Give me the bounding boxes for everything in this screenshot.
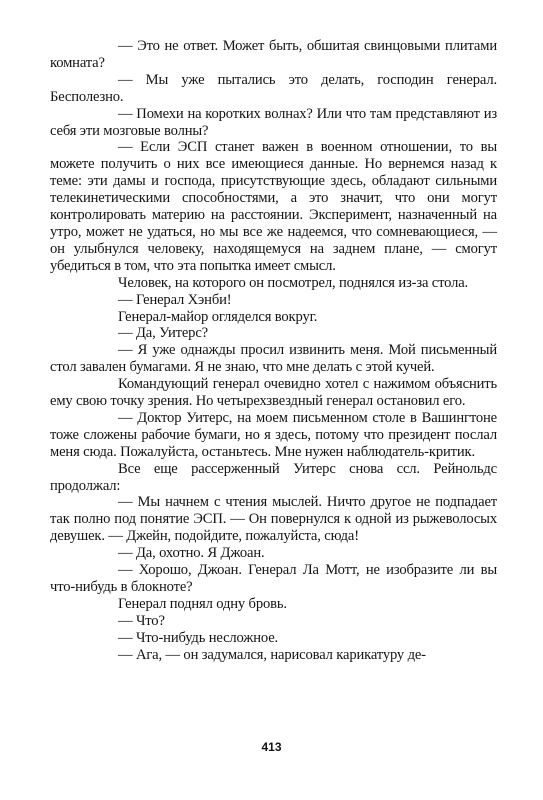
paragraph: — Мы уже пытались это делать, господин генерал. Бесполезно. <box>50 71 497 105</box>
body-text <box>50 38 497 664</box>
paragraph: — Хорошо, Джоан. Генерал Ла Мотт, не изобразите ли вы что-нибудь в блокноте? <box>50 562 497 595</box>
paragraph: — Что-нибудь несложное. <box>118 629 279 646</box>
paragraph: — Ага, — он задумался, нарисовал карикатуру де- <box>118 646 426 663</box>
paragraph: — Да, Уитерс? <box>118 325 208 342</box>
paragraph: — Если ЭСП станет важен в военном отношении, то вы можете получить о них все имеющиеся данные. Но вернемся назад к теме: эти дамы и господа, присутствующие здесь, обладают сильными телекинетическими способностями, а это значит, что они могут контролировать материю на расстоянии. Эксперимент, назначенный на утро, может не удаться, но мы все же надеемся, что сомневающиеся, — он улыбнулся человеку, находящемуся на заднем плане, — смогут убедиться в том, что эта попытка имеет смысл. <box>50 139 497 274</box>
paragraph: Все еще рассерженный Уитерс снова ссл. Рейнольдс продолжал: <box>50 460 497 494</box>
paragraph: Командующий генерал очевидно хотел с нажимом объяснить ему свою точку зрения. Но четырехзвездный генерал остановил его. <box>50 376 497 410</box>
paragraph: — Это не ответ. Может быть, обшитая свинцовыми плитами комната? <box>50 38 497 71</box>
paragraph: — Я уже однажды просил извинить меня. Мой письменный стол завален бумагами. Я не знаю, что мне делать с этой кучей. <box>50 342 497 376</box>
paragraph: — Доктор Уитерс, на моем письменном столе в Вашингтоне тоже сложены рабочие бумаги, но я здесь, потому что президент послал меня сюда. Пожалуйста, останьтесь. Мне нужен наблюдатель-критик. <box>50 409 497 460</box>
paragraph: — Помехи на коротких волнах? Или что там представляют из себя эти мозговые волны? <box>50 105 497 139</box>
paragraph: — Да, охотно. Я Джоан. <box>118 545 265 562</box>
paragraph: Генерал поднял одну бровь. <box>118 595 287 612</box>
paragraph: Генерал-майор огляделся вокруг. <box>118 308 318 325</box>
paragraph: — Генерал Хэнби! <box>118 291 232 308</box>
page-number: 413 <box>261 740 282 754</box>
paragraph: — Что? <box>118 612 165 629</box>
paragraph: — Мы начнем с чтения мыслей. Ничто другое не подпадает так полно под понятие ЭСП. — Он повернулся к одной из рыжеволосых девушек. — Джейн, подойдите, пожалуйста, сюда! <box>50 494 497 545</box>
paragraph: Человек, на которого он посмотрел, поднялся из-за стола. <box>118 274 469 291</box>
